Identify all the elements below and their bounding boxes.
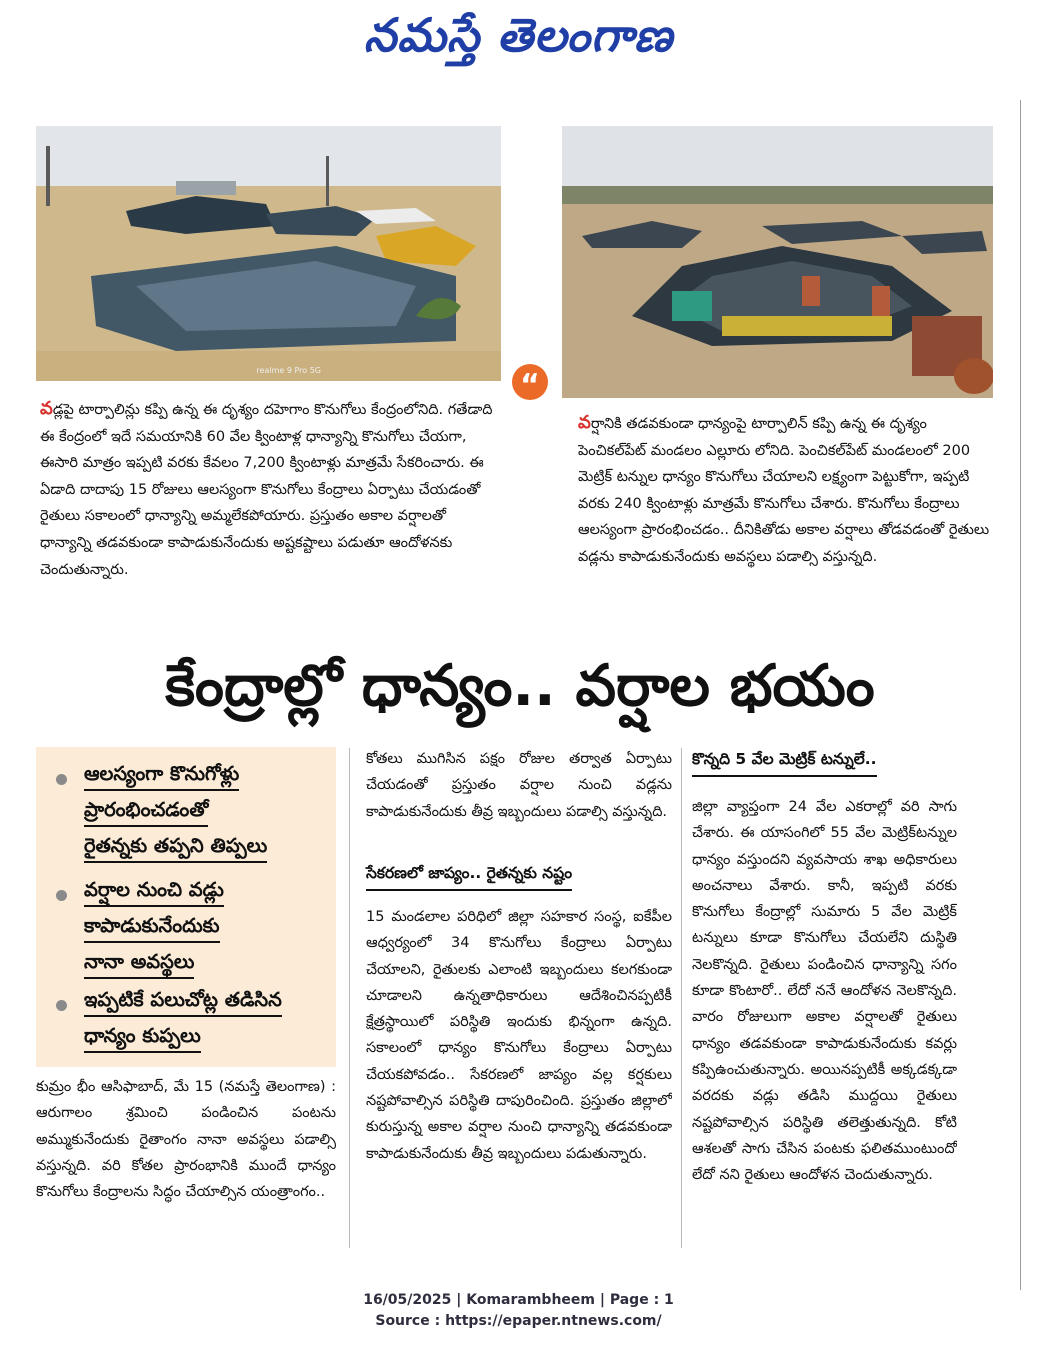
article-column-3-body [692,794,957,1250]
highlight-line: ప్రారంభించడంతో [84,797,208,827]
photo-elluru-grain-heaps [562,126,993,398]
photo-dahegam-grain-heaps [36,126,501,381]
photo-elluru-image [562,126,993,398]
highlight-line: వర్షాల నుంచి వడ్లు [84,877,224,907]
page-right-rule [1020,100,1021,1290]
column-rule [349,748,350,1248]
bullet-icon [56,1000,67,1011]
caption-text: డ్లపై టార్పాలిన్లు కప్పి ఉన్న ఈ దృశ్యం దహెగాం కొనుగోలు కేంద్రంలోనిది. గతేడాది ఈ కేంద్రంలో ఇదే సమయానికి 60 వేల క్వింటాళ్ల ధాన్యాన్ని కొనుగోలు చేయగా, ఈసారి మాత్రం ఇప్పటి వరకు కేవలం 7,200 క్వింటాళ్లు మాత్రమే సేకరించారు. ఈ ఏడాది దాదాపు 15 రోజులు ఆలస్యంగా కొనుగోలు కేంద్రాలు ఏర్పాటు చేయడంతో రైతులు సకాలంలో ధాన్యాన్ని అమ్మలేకపోయారు. ప్రస్తుతం అకాల వర్షాలతో ధాన్యాన్ని తడవకుండా కాపాడుకునేందుకు అష్టకష్టాలు పడుతూ ఆందోళనకు చెందుతున్నారు. [40,402,493,578]
article-column-1 [36,1074,336,1254]
footer-edition-info: 16/05/2025 | Komarambheem | Page : 1 [363,1292,674,1308]
highlight-line: రైతన్నకు తప్పని తిప్పలు [84,833,267,863]
article-paragraph: జిల్లా వ్యాప్తంగా 24 వేల ఎకరాల్లో వరి సాగు చేశారు. ఈ యాసంగిలో 55 వేల మెట్రిక్‌టన్నుల ధాన్యం వస్తుందని వ్యవసాయ శాఖ అధికారులు అంచనాలు వేశారు. కానీ, ఇప్పటి వరకు కొనుగోలు కేంద్రాల్లో సుమారు 5 వేల మెట్రిక్ టన్నులు కూడా కొనుగోలు చేయలేని దుస్థితి నెలకొన్నది. రైతులు పండించిన ధాన్యాన్ని సగం కూడా కొంటారో.. లేదో ననే ఆందోళన నెలకొన్నది. వారం రోజులుగా అకాల వర్షాలతో రైతులు ధాన్యం తడవకుండా కాపాడుకునేందుకు కవర్లు కప్పిఉంచుతున్నారు. అయినప్పటికీ అక్కడక్కడా వరదకు వడ్లు తడిసి ముద్దయి రైతులు నష్టపోవాల్సిన పరిస్థితి తలెత్తుతున్నది. కోటి ఆశలతో సాగు చేసిన పంటకు ఫలితముంటుందో లేదో నని రైతులు ఆందోళన చెందుతున్నారు. [692,799,957,1184]
page-footer [0,1290,1037,1332]
quote-icon: “ [512,364,548,400]
photo-caption-right [578,410,990,630]
article-paragraph: 15 మండలాల పరిధిలో జిల్లా సహకార సంస్థ, ఐకేపీల ఆధ్వర్యంలో 34 కొనుగోలు కేంద్రాలు ఏర్పాటు చేయాలని, రైతులకు ఎలాంటి ఇబ్బందులు కలగకుండా చూడాలని ఉన్నతాధికారులు ఆదేశించినప్పటికీ క్షేత్రస్థాయిలో పరిస్థితి ఇందుకు భిన్నంగా ఉన్నది. సకాలంలో ధాన్యం కొనుగోలు కేంద్రాలు ఏర్పాటు చేయకపోవడం.. సేకరణలో జాప్యం వల్ల కర్షకులు నష్టపోవాల్సిన పరిస్థితి దాపురించింది. ప్రస్తుతం జిల్లాలో కురుస్తున్న అకాల వర్షాల నుంచి ధాన్యాన్ని తడవకుండా కాపాడుకునేందుకు తీవ్ర ఇబ్బందులు పడుతున్నారు. [366,909,672,1162]
highlight-line: ఆలస్యంగా కొనుగోళ్లు [84,761,239,791]
photo-caption-left [40,396,498,634]
highlights-box [36,747,336,1067]
caption-dropcap: వ [40,398,53,419]
caption-text: ర్షానికి తడవకుండా ధాన్యంపై టార్పాలిన్ కప్పి ఉన్న ఈ దృశ్యం పెంచికల్‌పేట్ మండలం ఎల్లూరు లోనిది. పెంచికల్‌పేట్ మండలంలో 200 మెట్రిక్ టన్నుల ధాన్యం కొనుగోలు చేయాలని లక్ష్యంగా పెట్టుకోగా, ఇప్పటి వరకు 240 క్వింటాళ్లు మాత్రమే కొనుగోలు చేశారు. కొనుగోలు కేంద్రాలు ఆలస్యంగా ప్రారంభించడం.. దీనికితోడు అకాల వర్షాలు తోడవడంతో రైతులు వడ్లను కాపాడుకునేందుకు అవస్థలు పడాల్సి వస్తున్నది. [578,416,990,565]
article-column-2-top [366,746,672,856]
article-subhead: సేకరణలో జాప్యం.. రైతన్నకు నష్టం [366,864,572,891]
highlight-line: కాపాడుకునేందుకు [84,913,220,943]
bullet-icon [56,774,67,785]
footer-source-link[interactable]: Source : https://epaper.ntnews.com/ [375,1313,662,1329]
article-paragraph: కోతలు ముగిసిన పక్షం రోజుల తర్వాత ఏర్పాటు చేయడంతో ప్రస్తుతం వర్షాల నుంచి వడ్లను కాపాడుకునేందుకు తీవ్ర ఇబ్బందులు పడాల్సి వస్తున్నది. [366,751,672,820]
article-lead-paragraph: కుమ్రం భీం ఆసిఫాబాద్, మే 15 (నమస్తే తెలంగాణ) : ఆరుగాలం శ్రమించి పండించిన పంటను అమ్ముకునేందుకు రైతాంగం నానా అవస్థలు పడాల్సి వస్తున్నది. వరి కోతల ప్రారంభానికి ముందే ధాన్యం కొనుగోలు కేంద్రాలను సిద్ధం చేయాల్సిన యంత్రాంగం.. [36,1079,336,1201]
photo-dahegam-image [36,126,501,381]
bullet-icon [56,890,67,901]
article-subhead: కొన్నది 5 వేల మెట్రిక్ టన్నులే.. [692,750,877,777]
caption-dropcap: వ [578,412,591,433]
photo-watermark: realme 9 Pro 5G [256,366,321,375]
highlight-line: నానా అవస్థలు [84,949,194,979]
column-rule [681,748,682,1248]
highlight-line: ధాన్యం కుప్పలు [84,1023,201,1053]
highlight-line: ఇప్పటికే పలుచోట్ల తడిసిన [84,987,282,1017]
article-headline: కేంద్రాల్లో ధాన్యం.. వర్షాల భయం [165,653,875,719]
article-column-2-body [366,904,672,1252]
masthead-logo: నమస్తే తెలంగాణ [363,8,674,62]
